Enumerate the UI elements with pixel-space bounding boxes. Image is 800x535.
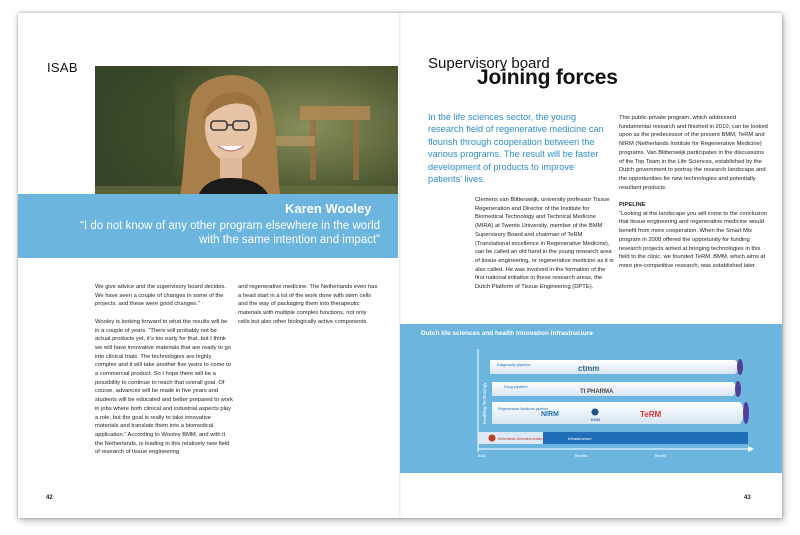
base-left-label: Netherlands Genomics Initiative (498, 437, 545, 441)
ngi-logo-icon (489, 435, 496, 442)
pull-quote: “I do not know of any other program elsewhere in the world with the same intention and impact” (80, 220, 380, 246)
diagram-title: Dutch life sciences and health innovation infrastructure (421, 330, 593, 337)
pipeline-label-regenerative: Regenerative Medicine pipeline (498, 407, 549, 411)
logo-ti-pharma: TI PHARMA (580, 389, 614, 395)
subheading-pipeline: PIPELINE (619, 202, 646, 209)
pipeline-diagnostic (490, 359, 743, 375)
infrastructure-bar (478, 432, 748, 444)
pipeline-regenerative-medicine (492, 402, 749, 424)
diagram-graphic (400, 324, 782, 473)
section-label-left: ISAB (47, 60, 78, 75)
arrow-head-icon (748, 446, 754, 452)
paragraph: We give advice and the supervisory board decides. We have seen a couple of changes in some of the projects, and these were good changes.” (95, 284, 227, 308)
logo-ctmm: ctmm (578, 364, 600, 373)
page-number-left: 42 (46, 495, 53, 501)
paragraph: Wooley is looking forward to what the results will be in a couple of years. “There will probably not be actual products yet, it’s too early for that, but I think we will have innovative materials that are ready to go into clinical trials. The technologies are highly complex and it will take another five years to come to a commercial product. So I hope there will be a possibility to continue to reach that overall goal. Of course, advances will be made in five years and students will be educated and better prepared to work in jobs where both clinical and industrial aspects play a role, but the goal is really to take innovative materials and translate them into a biomedical application.” According to Wooley BMM, and with it the Netherlands, is leading in this relatively new field of research of tissue engineering (95, 318, 233, 456)
paragraph: This public-private program, which addressed fundamental research and finished in 2010, can be looked upon as the predecessor of the present BMM, TeRM and NIRM (Netherlands Institute for Regenerative Medicine) programs. Van Blitterswijk participates in the discussions of the Top Team in the Life Sciences, established by the Dutch government to portray the research landscape and the opportunities for new technologies and potentially resultant products. (619, 115, 768, 191)
paragraph: “Looking at the landscape you will come to the conclusion that tissue engineering and regenerative medicine would benefit from more cooperation. When the Smart Mix program in 2008 offered the opportunity for funding research projects aimed at bringing technologies in this field to the clinic, we founded TeRM. BMM, which aims at more pre-competitive research, was established later. (619, 210, 767, 269)
logo-bmm-mark (592, 409, 599, 416)
y-axis-label: Enabling Technology (482, 382, 487, 424)
paragraph: and regenerative medicine. The Netherlands even has a head start in a lot of the work done with stem cells and the way of packaging them into therapeutic materials with multiple complex functions, not only cells but also other biologically active components. (238, 284, 378, 325)
logo-nirm: NIRM (541, 411, 559, 418)
x-label-benefit: Benefit (655, 454, 666, 458)
intro-paragraph: In the life sciences sector, the young research field of regenerative medicine can flourish through cooperation between the various programs. The result will be faster development of products to improve patients’ lives. (428, 112, 604, 185)
x-axis (478, 446, 754, 458)
body-column-left-1 (95, 283, 233, 466)
logo-bmm: BMM (591, 417, 601, 422)
pipeline-label-diagnostic: Diagnostic pipeline (497, 362, 531, 367)
pipeline-label-drug: Drug pipeline (504, 384, 528, 389)
body-column-left-2 (238, 283, 378, 335)
x-label-build: Build (478, 454, 486, 458)
article-title: Joining forces (477, 66, 618, 89)
base-right-label: Infrastructure (568, 436, 592, 441)
body-column-right-1 (475, 196, 615, 300)
page-number-right: 43 (744, 495, 751, 501)
pipeline-drug (492, 381, 741, 397)
body-column-right-2 (619, 114, 769, 279)
section-label-right: Supervisory board (428, 55, 550, 72)
paragraph: Clemens van Blitterswijk, university professor Tissue Regeneration and Director of the Institute for Biomedical Technology and Technical Medicine (MIRA) at Twente University, member of the BMM Supervisory Board and chairman of TeRM (Translational excellence in Regenerative Medicine), can be called an old hand in the young research area of tissue engineering, or regenerative medicine as it is also called. He was involved in the formation of the first national initiative in these research areas, the Dutch Platform of Tissue Engineering (DPTE). (475, 197, 614, 291)
logo-term: TeRM (640, 410, 662, 419)
x-label-benefits: Benefits (575, 454, 588, 458)
person-name: Karen Wooley (285, 201, 372, 216)
